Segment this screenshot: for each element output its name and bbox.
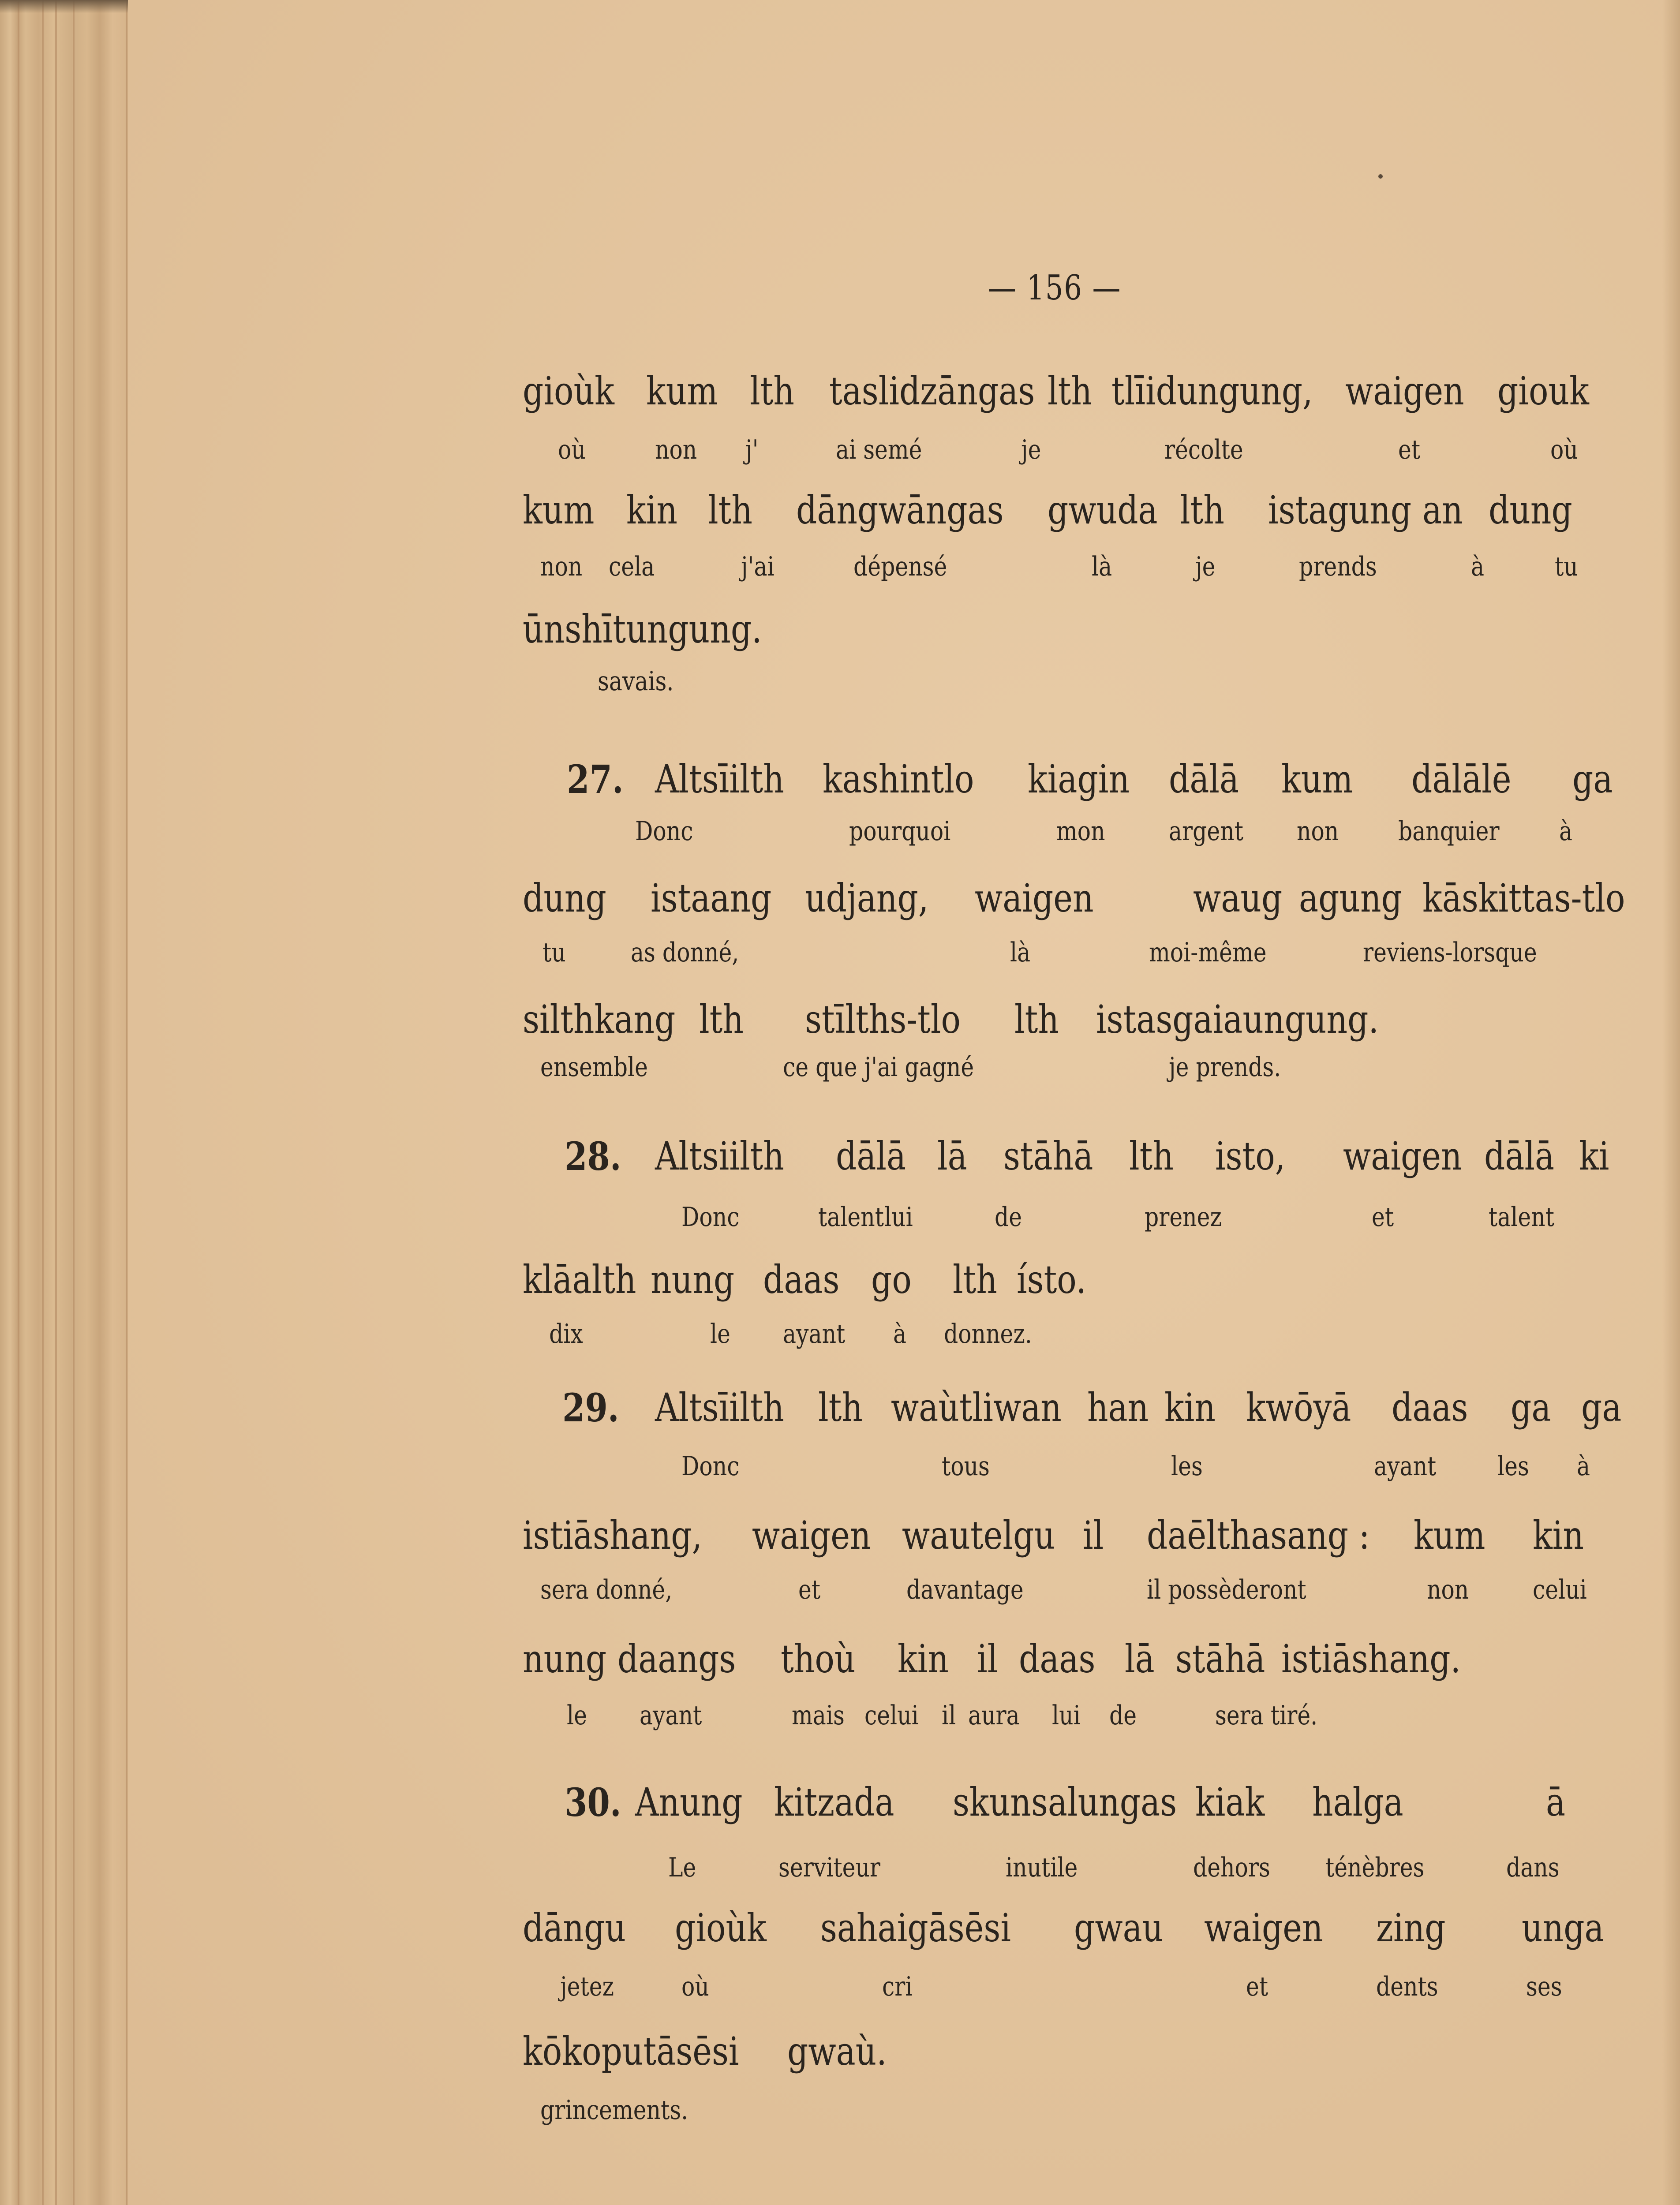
gloss-word: prends <box>1299 551 1377 582</box>
gloss-word: il <box>942 1700 956 1731</box>
haida-word: daas <box>1019 1636 1096 1682</box>
gloss-word: j' <box>745 434 759 465</box>
haida-word: daas <box>763 1257 840 1302</box>
haida-word: gwau <box>1074 1905 1164 1951</box>
gloss-word: Donc <box>681 1451 740 1482</box>
haida-word: nung <box>523 1636 607 1682</box>
gloss-word: reviens-lorsque <box>1363 937 1537 968</box>
haida-word: daangs <box>617 1636 736 1682</box>
haida-word: kitzada <box>774 1779 894 1825</box>
haida-word: istaang <box>651 875 772 921</box>
gloss-word: le <box>710 1319 730 1349</box>
haida-word: ā <box>1546 1779 1566 1825</box>
haida-word: giouk <box>1497 368 1589 414</box>
haida-word: daēlthasang : <box>1147 1513 1370 1558</box>
gloss-word: ses <box>1526 1971 1562 2002</box>
haida-word: kum <box>1414 1513 1485 1558</box>
haida-line <box>523 997 1614 1042</box>
gloss-word: de <box>995 1202 1022 1233</box>
haida-word: halga <box>1312 1779 1403 1825</box>
haida-word: il <box>977 1636 998 1682</box>
gloss-word: où <box>558 434 586 465</box>
haida-word: dālālē <box>1411 756 1512 802</box>
gloss-word: argent <box>1169 816 1243 847</box>
gloss-word: Donc <box>681 1202 740 1233</box>
gloss-word: les <box>1171 1451 1203 1482</box>
haida-word: silthkang <box>523 997 676 1042</box>
gloss-word: à <box>1559 816 1573 847</box>
gloss-word: non <box>1427 1574 1469 1605</box>
haida-word: Altsīilth <box>655 756 784 802</box>
gloss-word: lui <box>1052 1700 1081 1731</box>
gloss-word: ce que j'ai gagné <box>783 1052 974 1083</box>
gloss-word: cela <box>609 551 655 582</box>
gloss-word: où <box>681 1971 709 2002</box>
haida-word: waùtliwan <box>891 1385 1062 1430</box>
gloss-word: non <box>540 551 583 582</box>
haida-word: ga <box>1581 1385 1622 1430</box>
haida-word: nung <box>651 1257 735 1302</box>
gloss-word: dix <box>549 1319 583 1349</box>
gloss-word: cri <box>882 1971 913 2002</box>
haida-word: waigen <box>1343 1133 1462 1179</box>
gloss-word: ensemble <box>540 1052 648 1083</box>
gloss-word: là <box>1092 551 1112 582</box>
haida-word: gwaù. <box>787 2029 887 2074</box>
haida-word: unga <box>1522 1905 1604 1951</box>
gloss-word: dents <box>1376 1971 1438 2002</box>
haida-word: waigen <box>1345 368 1464 414</box>
gloss-word: à <box>893 1319 907 1349</box>
gloss-word: as donné, <box>631 937 739 968</box>
gloss-word: dehors <box>1193 1852 1270 1883</box>
book-binding-edge <box>0 0 129 2205</box>
gloss-word: mais <box>792 1700 845 1731</box>
gloss-word: je <box>1195 551 1216 582</box>
haida-word: an <box>1422 487 1463 533</box>
haida-word: agung <box>1299 875 1402 921</box>
haida-word: Altsiilth <box>655 1133 784 1179</box>
gloss-word: lui <box>884 1202 913 1233</box>
gloss-word: inutile <box>1006 1852 1078 1883</box>
gloss-word: tu <box>1555 551 1578 582</box>
haida-word: taslidzāngas <box>829 368 1035 414</box>
haida-word: dung <box>1489 487 1572 533</box>
french-gloss-line <box>523 937 1614 968</box>
haida-word: dālā <box>836 1133 906 1179</box>
gloss-word: mon <box>1056 816 1105 847</box>
haida-word: waigen <box>975 875 1094 921</box>
gloss-word: je prends. <box>1169 1052 1281 1083</box>
haida-word: lā <box>937 1133 967 1179</box>
haida-word: ūnshītungung. <box>523 606 762 652</box>
gloss-word: davantage <box>906 1574 1024 1605</box>
haida-word: lth <box>1180 487 1224 533</box>
gloss-word: non <box>1297 816 1339 847</box>
gloss-word: serviteur <box>778 1852 881 1883</box>
gloss-word: ayant <box>783 1319 846 1349</box>
gloss-word: ténèbres <box>1325 1852 1425 1883</box>
gloss-word: de <box>1109 1700 1137 1731</box>
haida-word: kin <box>898 1636 949 1682</box>
gloss-word: celui <box>1533 1574 1587 1605</box>
haida-word: klāalth <box>523 1257 636 1302</box>
haida-word: kashintlo <box>823 756 974 802</box>
haida-word: kiagin <box>1028 756 1130 802</box>
gloss-word: non <box>655 434 697 465</box>
gloss-word: je <box>1021 434 1041 465</box>
gloss-word: aura <box>968 1700 1020 1731</box>
haida-word: lā <box>1125 1636 1155 1682</box>
french-gloss-line <box>523 2095 1614 2126</box>
gloss-word: il possèderont <box>1147 1574 1306 1605</box>
haida-word: lth <box>818 1385 863 1430</box>
haida-word: lth <box>1048 368 1092 414</box>
haida-word: isto, <box>1215 1133 1286 1179</box>
gloss-word: là <box>1010 937 1031 968</box>
gloss-word: savais. <box>598 666 674 697</box>
haida-word: daas <box>1392 1385 1468 1430</box>
haida-word: kwōyā <box>1246 1385 1351 1430</box>
haida-word: kāskittas-tlo <box>1422 875 1625 921</box>
haida-line <box>523 875 1625 921</box>
haida-line <box>523 1905 1614 1951</box>
haida-word: skunsalungas <box>953 1779 1177 1825</box>
haida-line <box>523 368 1614 414</box>
gloss-word: ayant <box>1374 1451 1437 1482</box>
haida-word: lth <box>699 997 744 1042</box>
haida-word: dāngu <box>523 1905 626 1951</box>
gloss-word: moi-même <box>1149 937 1267 968</box>
gloss-word: banquier <box>1398 816 1500 847</box>
verse-number: 30. <box>565 1779 621 1825</box>
haida-word: kin <box>1533 1513 1584 1558</box>
haida-line <box>523 606 1614 652</box>
haida-word: stīlths-tlo <box>805 997 961 1042</box>
haida-word: stāhā <box>1175 1636 1265 1682</box>
haida-word: waigen <box>752 1513 871 1558</box>
haida-word: il <box>1083 1513 1104 1558</box>
french-gloss-line <box>523 1574 1614 1605</box>
haida-word: kin <box>1164 1385 1216 1430</box>
gloss-word: jetez <box>560 1971 614 2002</box>
haida-word: waug <box>1193 875 1283 921</box>
haida-word: kin <box>626 487 678 533</box>
haida-word: stāhā <box>1003 1133 1093 1179</box>
gloss-word: et <box>1398 434 1421 465</box>
french-gloss-line <box>523 434 1614 465</box>
haida-line <box>523 1513 1614 1558</box>
french-gloss-line <box>523 551 1614 582</box>
gloss-word: tous <box>942 1451 990 1482</box>
haida-word: han <box>1087 1385 1149 1430</box>
haida-word: tlīidungung, <box>1111 368 1313 414</box>
french-gloss-line <box>523 1700 1614 1731</box>
haida-word: wautelgu <box>902 1513 1055 1558</box>
gloss-word: ayant <box>640 1700 702 1731</box>
binding-shadow <box>0 0 132 13</box>
page-number: — 156 — <box>988 268 1122 308</box>
gloss-word: grincements. <box>540 2095 688 2126</box>
haida-word: kum <box>646 368 718 414</box>
gloss-word: et <box>1372 1202 1394 1233</box>
haida-word: ga <box>1511 1385 1551 1430</box>
gloss-word: sera tiré. <box>1215 1700 1318 1731</box>
french-gloss-line <box>523 666 1614 697</box>
haida-line <box>523 1636 1614 1682</box>
haida-word: sahaigāsēsi <box>820 1905 1011 1951</box>
haida-word: istagung <box>1268 487 1412 533</box>
verse-number: 29. <box>562 1385 619 1431</box>
gloss-word: tu <box>543 937 566 968</box>
haida-word: dālā <box>1169 756 1239 802</box>
haida-line <box>523 1133 1614 1179</box>
haida-word: thoù <box>781 1636 856 1682</box>
haida-word: Altsīilth <box>655 1385 784 1430</box>
paper-speck <box>1378 174 1383 179</box>
french-gloss-line <box>523 1451 1614 1482</box>
gloss-word: à <box>1471 551 1485 582</box>
haida-word: lth <box>750 368 794 414</box>
verse-number: 27. <box>567 756 624 802</box>
haida-word: gwuda <box>1048 487 1158 533</box>
gloss-word: celui <box>864 1700 919 1731</box>
gloss-word: j'ai <box>741 551 775 582</box>
haida-word: udjang, <box>805 875 929 921</box>
haida-line <box>523 2029 1614 2074</box>
haida-word: lth <box>1014 997 1059 1042</box>
gloss-word: donnez. <box>944 1319 1032 1349</box>
gloss-word: et <box>798 1574 821 1605</box>
haida-word: zing <box>1376 1905 1446 1951</box>
haida-word: kum <box>1281 756 1353 802</box>
gloss-word: talent <box>818 1202 884 1233</box>
gloss-word: dans <box>1506 1852 1560 1883</box>
french-gloss-line <box>523 1319 1614 1349</box>
gloss-word: Donc <box>635 816 693 847</box>
haida-word: istiāshang, <box>523 1513 703 1558</box>
french-gloss-line <box>523 1052 1614 1083</box>
gloss-word: où <box>1550 434 1578 465</box>
haida-word: dung <box>523 875 606 921</box>
gloss-word: à <box>1577 1451 1590 1482</box>
haida-word: kōkoputāsēsi <box>523 2029 739 2074</box>
haida-word: lth <box>708 487 752 533</box>
haida-word: gioùk <box>523 368 614 414</box>
haida-line <box>523 487 1614 533</box>
french-gloss-line <box>523 1971 1614 2002</box>
haida-word: waigen <box>1204 1905 1323 1951</box>
haida-word: istasgaiaungung. <box>1096 997 1379 1042</box>
haida-word: ki <box>1579 1133 1609 1179</box>
gloss-word: pourquoi <box>849 816 951 847</box>
gloss-word: prenez <box>1145 1202 1222 1233</box>
haida-line <box>523 1385 1622 1431</box>
haida-word: kum <box>523 487 595 533</box>
gloss-word: Le <box>668 1852 696 1883</box>
haida-word: go <box>871 1257 912 1302</box>
haida-word: istiāshang. <box>1281 1636 1461 1682</box>
haida-line <box>523 1779 1614 1825</box>
haida-word: dāngwāngas <box>796 487 1004 533</box>
gloss-word: et <box>1246 1971 1268 2002</box>
gloss-word: récolte <box>1164 434 1243 465</box>
french-gloss-line <box>523 816 1614 847</box>
french-gloss-line <box>523 1202 1614 1233</box>
gloss-word: le <box>567 1700 587 1731</box>
haida-word: dālā <box>1484 1133 1555 1179</box>
gloss-word: les <box>1497 1451 1529 1482</box>
haida-word: gioùk <box>675 1905 767 1951</box>
verse-number: 28. <box>565 1133 621 1179</box>
haida-word: ísto. <box>1017 1257 1086 1302</box>
gloss-word: dépensé <box>853 551 947 582</box>
gloss-word: sera donné, <box>540 1574 673 1605</box>
haida-line <box>523 756 1614 802</box>
haida-word: ga <box>1572 756 1613 802</box>
gloss-word: ai semé <box>836 434 922 465</box>
gloss-word: talent <box>1489 1202 1554 1233</box>
haida-line <box>523 1257 1614 1302</box>
haida-word: kiak <box>1195 1779 1265 1825</box>
haida-word: lth <box>1129 1133 1174 1179</box>
haida-word: Anung <box>635 1779 743 1825</box>
haida-word: lth <box>953 1257 997 1302</box>
french-gloss-line <box>523 1852 1614 1883</box>
